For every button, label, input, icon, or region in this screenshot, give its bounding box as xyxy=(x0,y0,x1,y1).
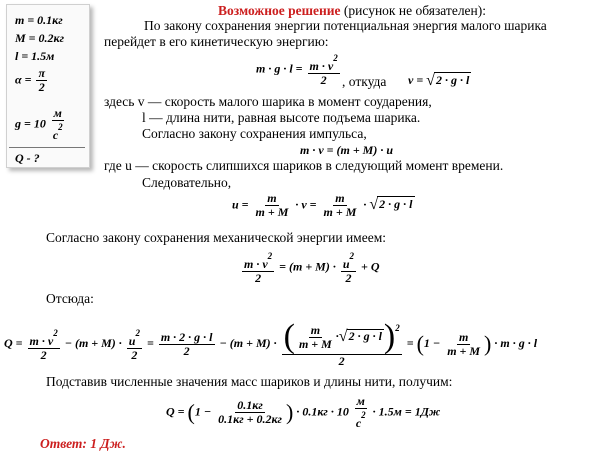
eq-momentum: m · v = (m + M) · u xyxy=(300,143,394,157)
eq-heat xyxy=(4,320,537,368)
eq5-in-dot: · xyxy=(335,328,339,343)
eq1b-rad: 2 · g · l xyxy=(435,73,470,87)
left-paren-icon: ( xyxy=(283,318,295,355)
eq6-one: 1 − xyxy=(194,404,212,419)
given-alpha-num: π xyxy=(38,66,46,80)
eq-result xyxy=(166,395,440,430)
eq1-lhs: m · g · l = xyxy=(256,61,303,76)
otkuda-text: , откуда xyxy=(342,74,387,89)
eq5-in-d: m + M xyxy=(298,336,332,351)
eq1-exp: 2 xyxy=(333,53,338,63)
eq1-num: m · v xyxy=(309,59,334,73)
eq3-n2: m xyxy=(335,191,345,205)
eq3-rad: 2 · g · l xyxy=(379,197,413,212)
given-g-den-exp: 2 xyxy=(58,122,63,132)
eq5-d3: 2 xyxy=(183,343,190,358)
eq6-un: м xyxy=(356,394,365,408)
eq3-d1: m + M xyxy=(255,205,289,219)
para-8: Подставив численные значения масс шариков и длины нити, получим: xyxy=(46,374,453,389)
para-3: Согласно закону сохранения импульса, xyxy=(142,126,367,141)
eq4-num: m · v xyxy=(244,257,268,271)
sqrt-icon: √ xyxy=(369,196,379,214)
para-4: где u — скорость слипшихся шариков в следующий момент времени. xyxy=(104,158,504,173)
eq4-mid: = (m + M) · xyxy=(279,259,336,274)
eq3-lhs: u = xyxy=(232,197,249,212)
heading xyxy=(218,3,486,18)
eq4-exp2: 2 xyxy=(349,251,355,261)
eq3-dot: · xyxy=(363,197,367,212)
given-g-den: с xyxy=(52,128,59,142)
para-7: Отсюда: xyxy=(46,291,94,306)
sqrt-icon: √ xyxy=(426,72,435,89)
eq5-exp2: 2 xyxy=(135,327,140,338)
eq4-num2: u xyxy=(342,257,350,271)
eq5-d2: 2 xyxy=(131,347,138,362)
eq5-eq: = xyxy=(146,335,154,350)
eq5-in-n: m xyxy=(310,322,321,337)
given-box xyxy=(6,4,90,168)
eq6-ud: с xyxy=(355,416,362,430)
eq5-tail: · m · g · l xyxy=(494,335,538,350)
given-find: Q - ? xyxy=(15,151,40,165)
eq-mech-energy xyxy=(240,250,380,285)
heading-rest: (рисунок не обязателен): xyxy=(343,3,487,18)
eq5-Q: Q = xyxy=(4,335,23,350)
eq6-mid: · 0.1кг · 10 xyxy=(296,404,349,419)
para-5: Следовательно, xyxy=(142,175,232,190)
eq4-tail: + Q xyxy=(361,259,380,274)
para-6: Согласно закону сохранения механической энергии имеем: xyxy=(46,230,386,245)
para-2b: l — длина нити, равная высоте подъема шарика. xyxy=(142,110,421,125)
eq5-one: 1 − xyxy=(423,335,441,350)
eq1-den: 2 xyxy=(320,73,327,87)
given-g xyxy=(15,107,67,142)
right-paren-icon: ) xyxy=(484,331,492,356)
eq5-n1: m · v xyxy=(29,333,54,348)
eq-u xyxy=(232,192,415,219)
eq-energy xyxy=(256,52,342,87)
eq6-exp: 2 xyxy=(361,410,366,420)
given-divider xyxy=(9,147,85,148)
left-paren-icon: ( xyxy=(187,399,195,425)
para-1b: перейдет в его кинетическую энергию: xyxy=(104,34,329,49)
eq3-mid: · v = xyxy=(295,197,317,212)
eq5-exp1: 2 xyxy=(53,327,58,338)
eq5-fd: m + M xyxy=(447,343,481,358)
given-g-num: м xyxy=(53,106,62,120)
given-M: M = 0.2кг xyxy=(15,31,65,45)
left-paren-icon: ( xyxy=(416,331,424,356)
eq1b-lhs: v = xyxy=(408,73,424,87)
right-paren-icon: ) xyxy=(286,399,294,425)
given-alpha xyxy=(15,67,49,94)
eq4-exp: 2 xyxy=(267,251,273,261)
eq5-d4: 2 xyxy=(338,354,345,368)
para-1a: По закону сохранения энергии потенциальная энергия малого шарика xyxy=(144,18,547,33)
eq3-n1: m xyxy=(267,191,277,205)
eq4-den: 2 xyxy=(255,271,262,285)
eq5-n3: m · 2 · g · l xyxy=(160,329,213,344)
answer: Ответ: 1 Дж. xyxy=(40,436,126,451)
heading-bold: Возможное решение xyxy=(218,3,341,18)
eq5-minus2: − (m + M) · xyxy=(219,335,277,350)
eq5-eq2: = xyxy=(406,335,414,350)
eq3-d2: m + M xyxy=(323,205,357,219)
eq5-n2: u xyxy=(128,333,136,348)
eq5-d1: 2 xyxy=(40,347,47,362)
eq4-den2: 2 xyxy=(345,271,352,285)
para-2a: здесь v — скорость малого шарика в момент соударения, xyxy=(104,94,432,109)
eq6-tail: · 1.5м = 1Дж xyxy=(372,404,441,419)
given-alpha-lhs: α = xyxy=(15,72,32,87)
eq5-exp3: 2 xyxy=(395,322,400,333)
given-m: m = 0.1кг xyxy=(15,13,63,27)
eq-v xyxy=(408,72,471,90)
eq6-Q: Q = xyxy=(166,404,185,419)
given-alpha-den: 2 xyxy=(38,80,45,94)
eq5-in-rad: 2 · g · l xyxy=(348,328,382,343)
given-g-lhs: g = 10 xyxy=(15,116,46,131)
eq6-den: 0.1кг + 0.2кг xyxy=(218,412,282,426)
given-l: l = 1.5м xyxy=(15,49,55,63)
right-paren-icon: ) xyxy=(383,318,396,355)
eq5-minus: − (m + M) · xyxy=(64,335,122,350)
eq6-num: 0.1кг xyxy=(237,398,263,412)
sqrt-icon: √ xyxy=(338,327,348,345)
eq5-fn: m xyxy=(458,329,469,344)
